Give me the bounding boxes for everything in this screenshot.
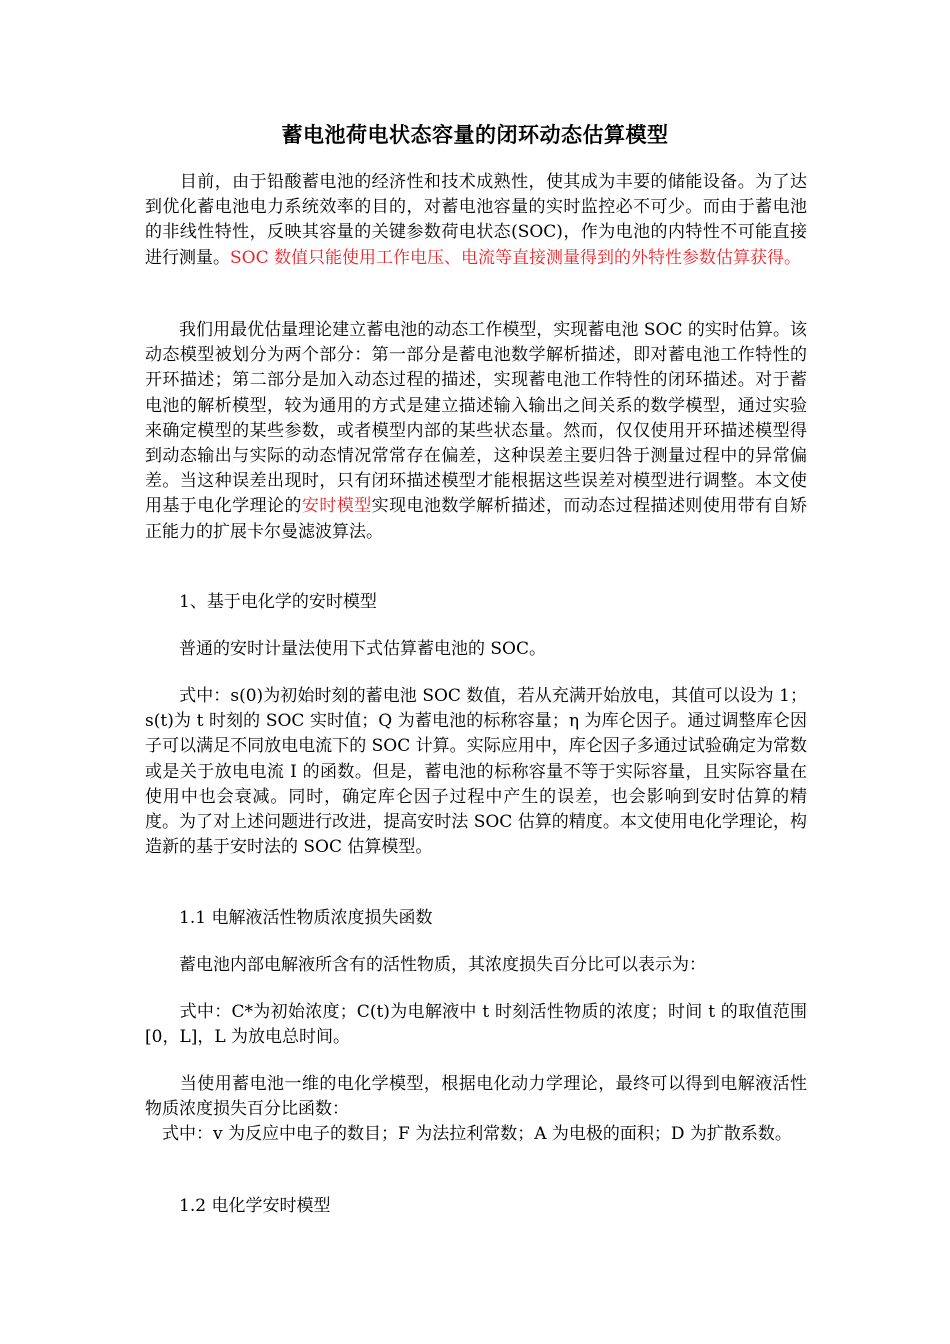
paragraph-concentration-loss: 蓄电池内部电解液所含有的活性物质，其浓度损失百分比可以表示为：: [145, 955, 706, 975]
document-title: 蓄电池荷电状态容量的闭环动态估算模型: [281, 122, 669, 147]
paragraph-model-overview: [145, 318, 807, 545]
section-heading-1-1: 1.1 电解液活性物质浓度损失函数: [145, 908, 433, 928]
section-heading-1: 1、基于电化学的安时模型: [145, 592, 377, 612]
paragraph-formula-explanation: 式中：s(0)为初始时刻的蓄电池 SOC 数值，若从充满开始放电，其值可以设为 1；s(t)为 t 时刻的 SOC 实时值；Q 为蓄电池的标称容量；η 为库仑因子。通过调整库仑因子可以满足不同放电电流下的 SOC 计算。实际应用中，库仑因子多通过试验确定为常数或是关于放电电流 I 的函数。但是，蓄电池的标称容量不等于实际容量，且实际容量在使用中也会衰减。同时，确定库仑因子过程中产生的误差，也会影响到安时估算的精度。为了对上述问题进行改进，提高安时法 SOC 估算的精度。本文使用电化学理论，构造新的基于安时法的 SOC 估算模型。: [145, 686, 807, 858]
paragraph-ah-method: 普通的安时计量法使用下式估算蓄电池的 SOC。: [145, 639, 546, 659]
paragraph-intro-text: 目前，由于铅酸蓄电池的经济性和技术成熟性，使其成为丰要的储能设备。为了达到优化蓄电池电力系统效率的目的，对蓄电池容量的实时监控必不可少。而由于蓄电池的非线性特性，反映其容量的关键参数荷电状态(SOC)，作为电池的内特性不可能直接进行测量。: [145, 172, 807, 268]
paragraph-intro: [145, 170, 807, 271]
section-heading-1-2: 1.2 电化学安时模型: [145, 1196, 331, 1216]
paragraph-intro-red-text: SOC 数值只能使用工作电压、电流等直接测量得到的外特性参数估算获得。: [230, 247, 801, 268]
paragraph-electrochem-model: 当使用蓄电池一维的电化学模型，根据电化动力学理论，最终可以得到电解液活性物质浓度损失百分比函数：: [145, 1074, 807, 1120]
paragraph-concentration-vars: 式中：C*为初始浓度；C(t)为电解液中 t 时刻活性物质的浓度；时间 t 的取值范围[0，L]，L 为放电总时间。: [145, 1002, 807, 1048]
paragraph-model-overview-text: 我们用最优估量理论建立蓄电池的动态工作模型，实现蓄电池 SOC 的实时估算。该动态模型被划分为两个部分：第一部分是蓄电池数学解析描述，即对蓄电池工作特性的开环描述；第二部分是加入动态过程的描述，实现蓄电池工作特性的闭环描述。对于蓄电池的解析模型，较为通用的方式是建立描述输入输出之间关系的数学模型，通过实验来确定模型的某些参数，或者模型内部的某些状态量。然而，仅仅使用开环描述模型得到动态输出与实际的动态情况常常存在偏差，这种误差主要归咎于测量过程中的异常偏差。当这种误差出现时，只有闭环描述模型才能根据这些误差对模型进行调整。本文使用基于电化学理论的: [145, 320, 807, 517]
paragraph-electrochem-vars: 式中：v 为反应中电子的数目；F 为法拉利常数；A 为电极的面积；D 为扩散系数。: [145, 1124, 792, 1144]
highlight-anshi-model: 安时模型: [301, 496, 372, 517]
paragraph-model-overview-tail: 实现电池数学解析描述，而动态过程描述则使用带有自矫正能力的扩展卡尔曼滤波算法。: [145, 496, 808, 542]
